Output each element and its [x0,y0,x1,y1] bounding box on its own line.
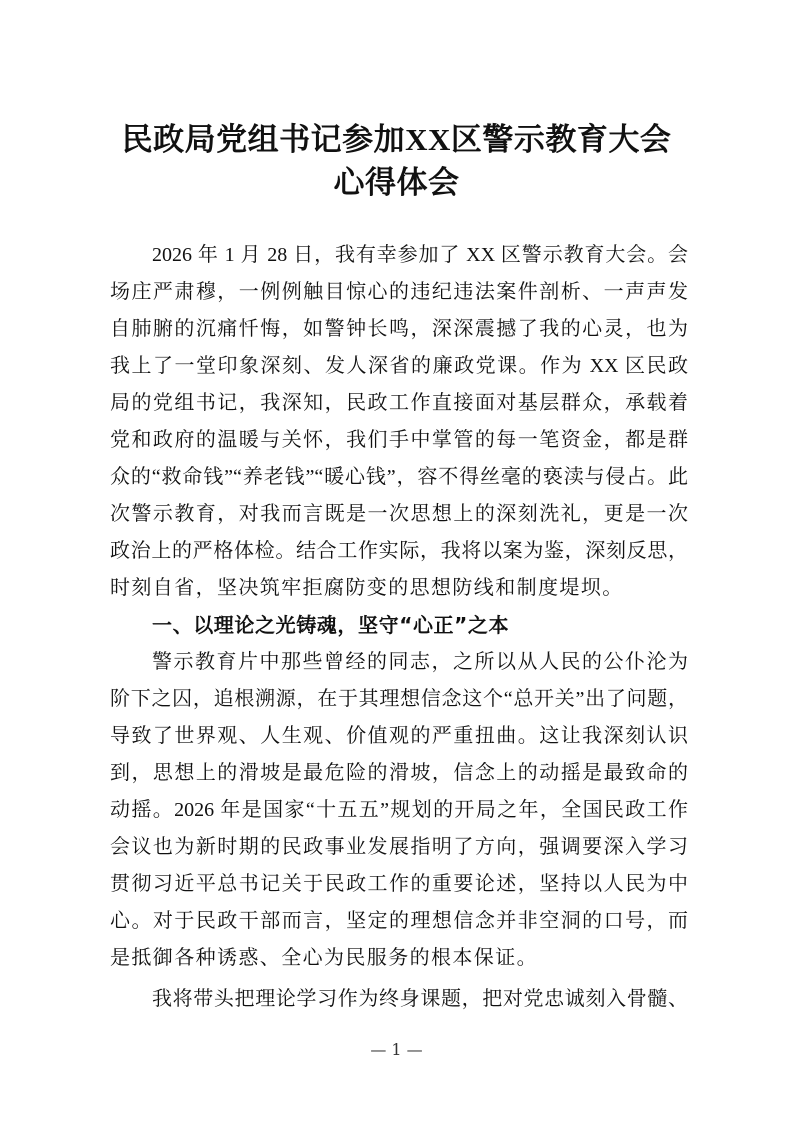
paragraph-line: 心。对于民政干部而言，坚定的理想信念并非空洞的口号，而 [110,910,688,932]
paragraph-line: 我将带头把理论学习作为终身课题，把对党忠诚刻入骨髓、 [152,988,688,1010]
paragraph-line: 时刻自省，坚决筑牢拒腐防变的思想防线和制度堤坝。 [110,577,624,599]
paragraph-line: 导致了世界观、人生观、价值观的严重扭曲。这让我深刻认识 [110,725,688,747]
document-title-line-2: 心得体会 [333,165,460,200]
paragraph-line: 到，思想上的滑坡是最危险的滑坡，信念上的动摇是最致命的 [110,762,688,784]
paragraph-line: 是抵御各种诱惑、全心为民服务的根本保证。 [110,947,538,969]
paragraph-line: 阶下之囚，追根溯源，在于其理想信念这个“总开关”出了问题， [110,688,688,710]
section-heading: 一、以理论之光铸魂，坚守“心正”之本 [152,613,510,637]
paragraph-line: 次警示教育，对我而言既是一次思想上的深刻洗礼，更是一次 [110,503,688,525]
paragraph-line: 众的“救命钱”“养老钱”“暖心钱”，容不得丝毫的亵渎与侵占。此 [110,466,688,488]
paragraph-line: 自肺腑的沉痛忏悔，如警钟长鸣，深深震撼了我的心灵，也为 [110,318,688,340]
paragraph-line: 我上了一堂印象深刻、发人深省的廉政党课。作为 XX 区民政 [110,355,688,377]
paragraph-line: 会议也为新时期的民政事业发展指明了方向，强调要深入学习 [110,836,688,858]
paragraph-line: 局的党组书记，我深知，民政工作直接面对基层群众，承载着 [110,392,688,414]
document-title-line-1: 民政局党组书记参加XX区警示教育大会 [121,122,672,157]
paragraph-line: 场庄严肃穆，一例例触目惊心的违纪违法案件剖析、一声声发 [110,281,688,303]
paragraph-line: 警示教育片中那些曾经的同志，之所以从人民的公仆沦为 [152,651,688,673]
paragraph-line: 党和政府的温暖与关怀，我们手中掌管的每一笔资金，都是群 [110,429,688,451]
paragraph-line: 动摇。2026 年是国家“十五五”规划的开局之年，全国民政工作 [110,799,688,821]
paragraph-line: 2026 年 1 月 28 日，我有幸参加了 XX 区警示教育大会。会 [152,244,688,266]
paragraph-line: 贯彻习近平总书记关于民政工作的重要论述，坚持以人民为中 [110,873,688,895]
page-number: — 1 — [370,1040,423,1059]
paragraph-line: 政治上的严格体检。结合工作实际，我将以案为鉴，深刻反思， [110,540,688,562]
